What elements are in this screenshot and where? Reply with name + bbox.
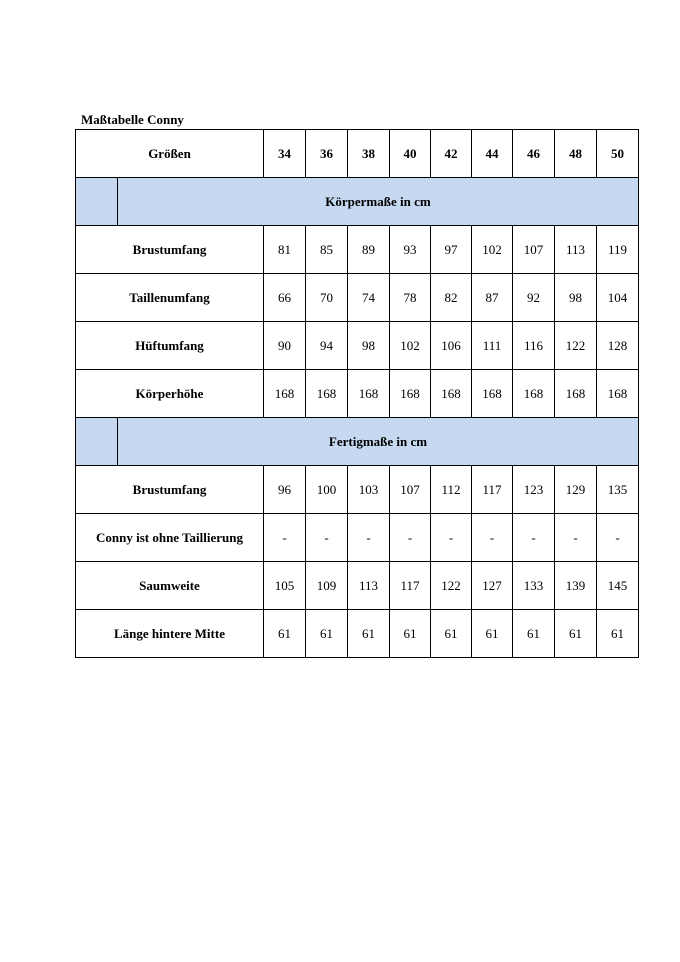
- value-cell: 168: [431, 370, 472, 418]
- value-cell: 61: [348, 610, 390, 658]
- value-cell: 128: [597, 322, 639, 370]
- value-cell: 168: [555, 370, 597, 418]
- value-cell: 61: [264, 610, 306, 658]
- section-title-cell: Fertigmaße in cm: [118, 418, 639, 466]
- value-cell: -: [390, 514, 431, 562]
- value-cell: 104: [597, 274, 639, 322]
- value-cell: 102: [472, 226, 513, 274]
- value-cell: 105: [264, 562, 306, 610]
- value-cell: -: [264, 514, 306, 562]
- value-cell: -: [513, 514, 555, 562]
- value-cell: 90: [264, 322, 306, 370]
- size-header-cell: 50: [597, 130, 639, 178]
- value-cell: 168: [348, 370, 390, 418]
- section-spacer-cell: [76, 178, 118, 226]
- value-cell: 61: [472, 610, 513, 658]
- section-row-finished-measurements: [76, 418, 639, 466]
- row-label: Hüftumfang: [76, 322, 264, 370]
- value-cell: 119: [597, 226, 639, 274]
- table-row: [76, 226, 639, 274]
- value-cell: 168: [264, 370, 306, 418]
- row-label: Conny ist ohne Taillierung: [76, 514, 264, 562]
- value-cell: 129: [555, 466, 597, 514]
- value-cell: 122: [431, 562, 472, 610]
- table-row: [76, 370, 639, 418]
- size-header-cell: 36: [306, 130, 348, 178]
- value-cell: 70: [306, 274, 348, 322]
- value-cell: 61: [597, 610, 639, 658]
- value-cell: 100: [306, 466, 348, 514]
- value-cell: 133: [513, 562, 555, 610]
- value-cell: 168: [390, 370, 431, 418]
- row-label: Saumweite: [76, 562, 264, 610]
- size-header-cell: 48: [555, 130, 597, 178]
- value-cell: 122: [555, 322, 597, 370]
- section-row-body-measurements: [76, 178, 639, 226]
- value-cell: 87: [472, 274, 513, 322]
- size-header-cell: 46: [513, 130, 555, 178]
- value-cell: 139: [555, 562, 597, 610]
- table-row: [76, 562, 639, 610]
- section-title-cell: Körpermaße in cm: [118, 178, 639, 226]
- value-cell: 82: [431, 274, 472, 322]
- value-cell: 112: [431, 466, 472, 514]
- value-cell: 66: [264, 274, 306, 322]
- size-header-cell: 38: [348, 130, 390, 178]
- value-cell: 61: [390, 610, 431, 658]
- table-row: [76, 274, 639, 322]
- size-header-cell: 40: [390, 130, 431, 178]
- value-cell: 109: [306, 562, 348, 610]
- value-cell: 81: [264, 226, 306, 274]
- size-header-cell: 42: [431, 130, 472, 178]
- row-label: Körperhöhe: [76, 370, 264, 418]
- value-cell: 135: [597, 466, 639, 514]
- value-cell: 111: [472, 322, 513, 370]
- value-cell: 168: [597, 370, 639, 418]
- value-cell: 97: [431, 226, 472, 274]
- value-cell: 93: [390, 226, 431, 274]
- value-cell: 74: [348, 274, 390, 322]
- value-cell: 117: [472, 466, 513, 514]
- value-cell: 107: [513, 226, 555, 274]
- sizes-header-cell: Größen: [76, 130, 264, 178]
- header-row: [76, 130, 639, 178]
- value-cell: 96: [264, 466, 306, 514]
- table-row: [76, 610, 639, 658]
- row-label: Brustumfang: [76, 466, 264, 514]
- value-cell: 89: [348, 226, 390, 274]
- value-cell: 98: [555, 274, 597, 322]
- size-header-cell: 44: [472, 130, 513, 178]
- value-cell: 107: [390, 466, 431, 514]
- value-cell: 127: [472, 562, 513, 610]
- value-cell: -: [431, 514, 472, 562]
- value-cell: 116: [513, 322, 555, 370]
- value-cell: 168: [306, 370, 348, 418]
- value-cell: 113: [555, 226, 597, 274]
- value-cell: 98: [348, 322, 390, 370]
- value-cell: 94: [306, 322, 348, 370]
- value-cell: 106: [431, 322, 472, 370]
- value-cell: 61: [555, 610, 597, 658]
- row-label: Länge hintere Mitte: [76, 610, 264, 658]
- size-chart-table: [75, 129, 639, 658]
- value-cell: 92: [513, 274, 555, 322]
- value-cell: 103: [348, 466, 390, 514]
- value-cell: 61: [306, 610, 348, 658]
- value-cell: 85: [306, 226, 348, 274]
- value-cell: 113: [348, 562, 390, 610]
- value-cell: 117: [390, 562, 431, 610]
- table-row: [76, 514, 639, 562]
- value-cell: -: [472, 514, 513, 562]
- value-cell: -: [597, 514, 639, 562]
- value-cell: 78: [390, 274, 431, 322]
- row-label: Taillenumfang: [76, 274, 264, 322]
- value-cell: -: [348, 514, 390, 562]
- document-title: Maßtabelle Conny: [81, 112, 184, 127]
- row-label: Brustumfang: [76, 226, 264, 274]
- table-row: [76, 322, 639, 370]
- size-header-cell: 34: [264, 130, 306, 178]
- value-cell: -: [306, 514, 348, 562]
- section-spacer-cell: [76, 418, 118, 466]
- value-cell: 61: [513, 610, 555, 658]
- value-cell: 168: [513, 370, 555, 418]
- value-cell: 102: [390, 322, 431, 370]
- value-cell: -: [555, 514, 597, 562]
- table-row: [76, 466, 639, 514]
- value-cell: 61: [431, 610, 472, 658]
- value-cell: 145: [597, 562, 639, 610]
- value-cell: 123: [513, 466, 555, 514]
- value-cell: 168: [472, 370, 513, 418]
